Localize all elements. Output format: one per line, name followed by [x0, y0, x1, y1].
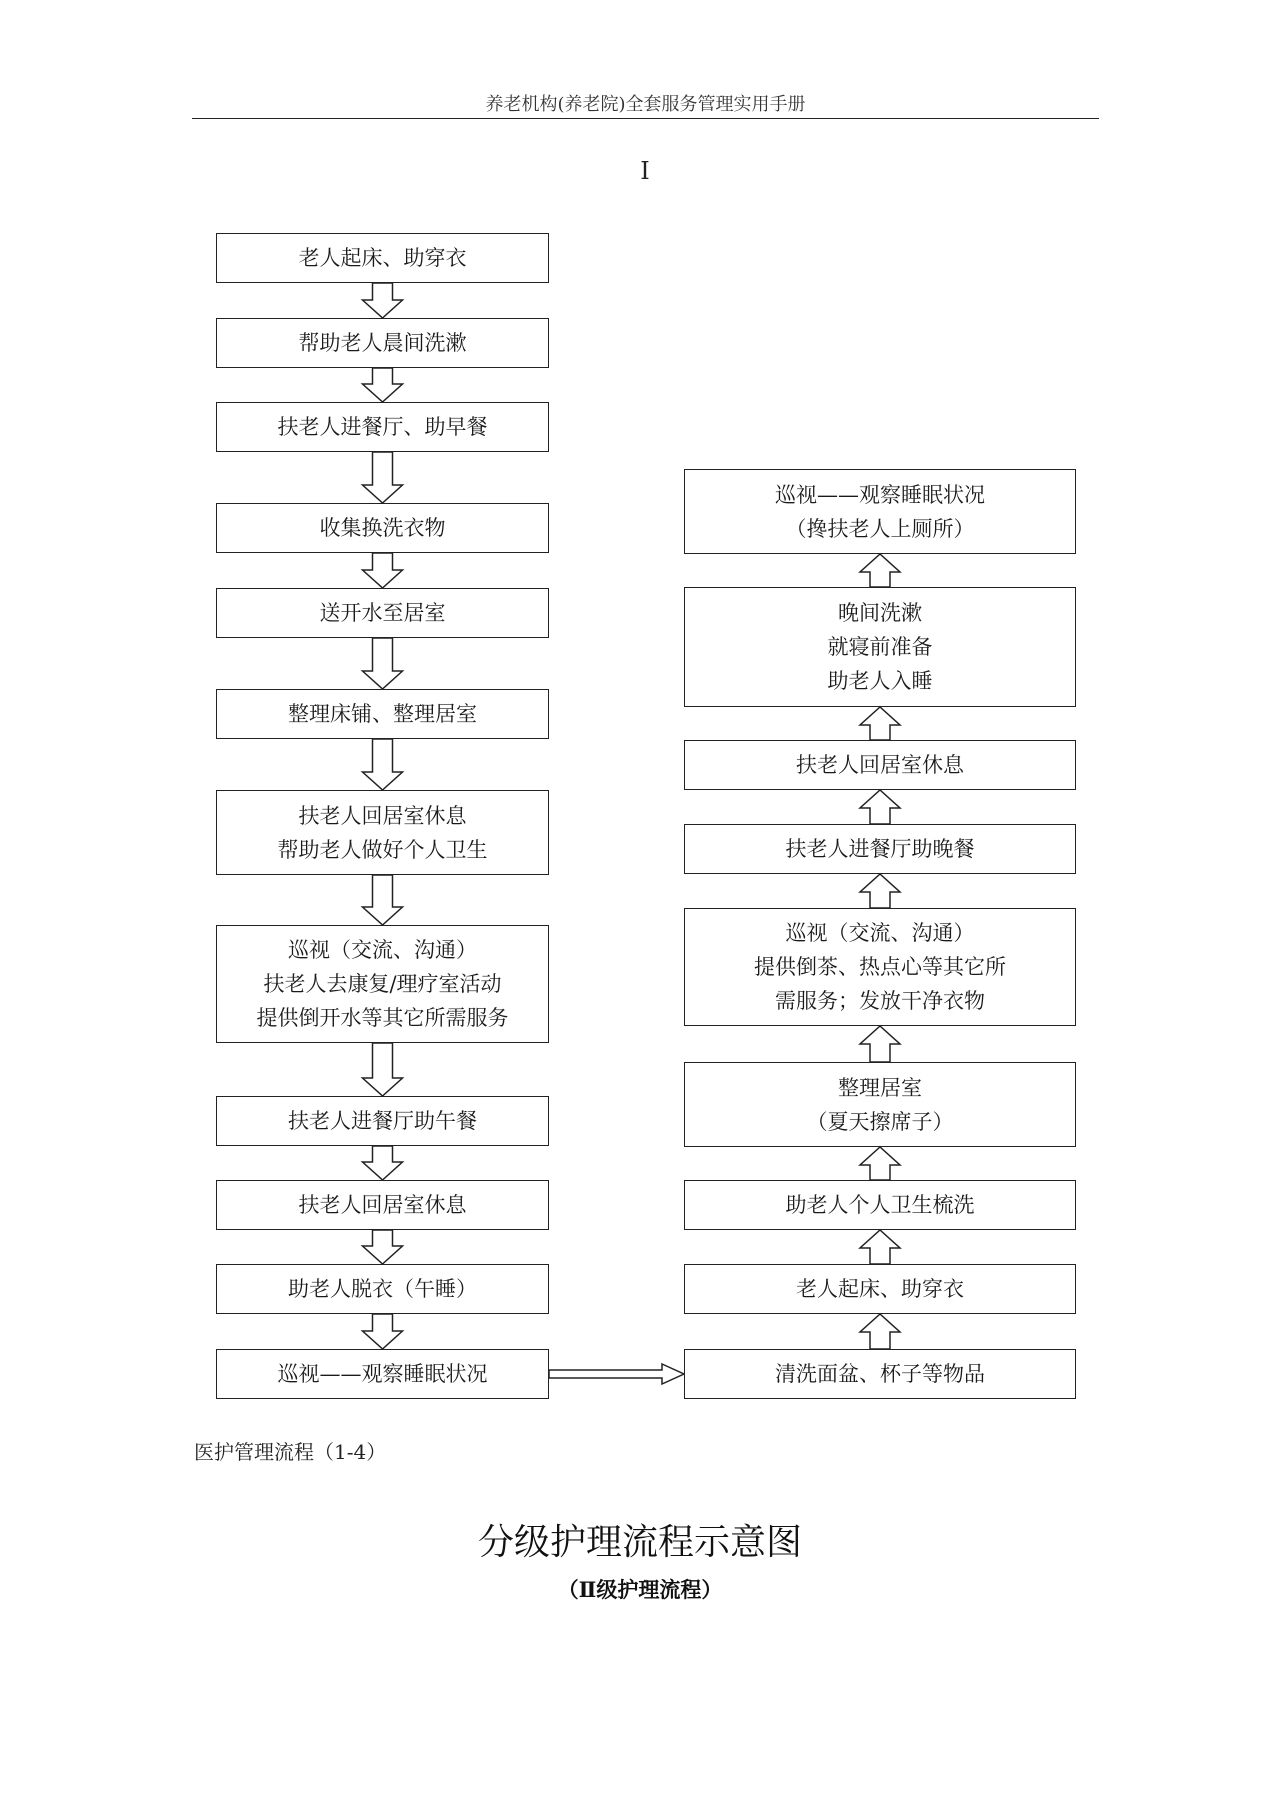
flow-step [216, 503, 549, 553]
flow-step [216, 318, 549, 368]
up-arrow [860, 790, 900, 824]
flow-step [216, 689, 549, 739]
flow-step-text: 助老人个人卫生梳洗 [785, 1193, 975, 1217]
down-arrow [363, 452, 403, 503]
down-arrow [363, 875, 403, 925]
flow-step [216, 1096, 549, 1146]
flow-step [216, 1349, 549, 1399]
up-arrow [860, 1147, 900, 1180]
flow-step-text: 老人起床、助穿衣 [298, 246, 467, 270]
flow-step [684, 469, 1076, 554]
flow-step [684, 1349, 1076, 1399]
flow-step-text: 整理床铺、整理居室 [288, 702, 477, 726]
flow-step [216, 402, 549, 452]
flow-step-text: 老人起床、助穿衣 [796, 1277, 964, 1301]
flow-step-text: 帮助老人做好个人卫生 [277, 837, 488, 862]
section-title: 分级护理流程示意图 [477, 1522, 802, 1563]
flow-step-text: 提供倒开水等其它所需服务 [256, 1006, 509, 1030]
right-arrow [549, 1364, 684, 1384]
flow-step-text: 送开水至居室 [319, 601, 446, 625]
flow-step [684, 740, 1076, 790]
flow-step-text: 晚间洗漱 [838, 601, 922, 625]
flow-step [216, 925, 549, 1043]
flow-step-text: 扶老人进餐厅助午餐 [288, 1109, 477, 1133]
flow-step [216, 588, 549, 638]
up-arrow [860, 874, 900, 908]
flow-step-text: 整理居室 [838, 1075, 922, 1100]
flow-step-text: 扶老人回居室休息 [298, 803, 467, 828]
flow-step-text: 提供倒茶、热点心等其它所 [754, 955, 1006, 979]
up-arrow [860, 1230, 900, 1264]
flow-step [684, 908, 1076, 1026]
flow-step [216, 790, 549, 875]
down-arrow [363, 1043, 403, 1096]
flow-step [216, 1180, 549, 1230]
down-arrow [363, 1230, 403, 1264]
up-arrow [860, 1314, 900, 1349]
flow-step-text: 收集换洗衣物 [319, 516, 446, 540]
flow-step-text: 扶老人回居室休息 [796, 753, 964, 777]
flow-step-text: 巡视（交流、沟通） [785, 921, 975, 945]
flow-step-text: 扶老人回居室休息 [298, 1193, 467, 1217]
down-arrow [363, 1314, 403, 1349]
down-arrow [363, 368, 403, 402]
flow-step-text: 清洗面盆、杯子等物品 [775, 1362, 985, 1386]
figure-caption: 医护管理流程（1-4） [194, 1440, 387, 1464]
flow-step-text: 扶老人进餐厅、助早餐 [277, 415, 488, 439]
flow-step [216, 233, 549, 283]
flow-step-text: 帮助老人晨间洗漱 [298, 331, 467, 355]
down-arrow [363, 638, 403, 689]
flow-step-text: 就寝前准备 [827, 635, 933, 659]
flow-step-text: 巡视（交流、沟通） [288, 938, 477, 962]
down-arrow [363, 283, 403, 318]
page-header: 养老机构(养老院)全套服务管理实用手册 [485, 94, 806, 115]
section-numeral: I [640, 157, 650, 185]
flow-step [684, 1264, 1076, 1314]
down-arrow [363, 553, 403, 588]
down-arrow [363, 1146, 403, 1180]
up-arrow [860, 554, 900, 587]
section-subtitle: （Ⅱ级护理流程） [557, 1577, 723, 1602]
flow-step [684, 824, 1076, 874]
up-arrow [860, 707, 900, 740]
flow-step [216, 1264, 549, 1314]
flow-step [684, 587, 1076, 707]
flow-step-text: 助老人脱衣（午睡） [288, 1277, 477, 1301]
flow-step-text: 助老人入睡 [827, 669, 933, 693]
flow-step-text: 巡视——观察睡眠状况 [277, 1362, 488, 1386]
flow-step-text: 扶老人去康复/理疗室活动 [263, 972, 502, 996]
flow-step-text: 巡视——观察睡眠状况 [775, 482, 985, 507]
flow-step-text: （搀扶老人上厕所） [785, 516, 975, 541]
down-arrow [363, 739, 403, 790]
flow-step-text: 需服务；发放干净衣物 [775, 989, 985, 1013]
flow-step [684, 1180, 1076, 1230]
flow-step-text: （夏天擦席子） [806, 1109, 954, 1134]
up-arrow [860, 1026, 900, 1062]
flow-step [684, 1062, 1076, 1147]
flow-step-text: 扶老人进餐厅助晚餐 [785, 837, 975, 861]
